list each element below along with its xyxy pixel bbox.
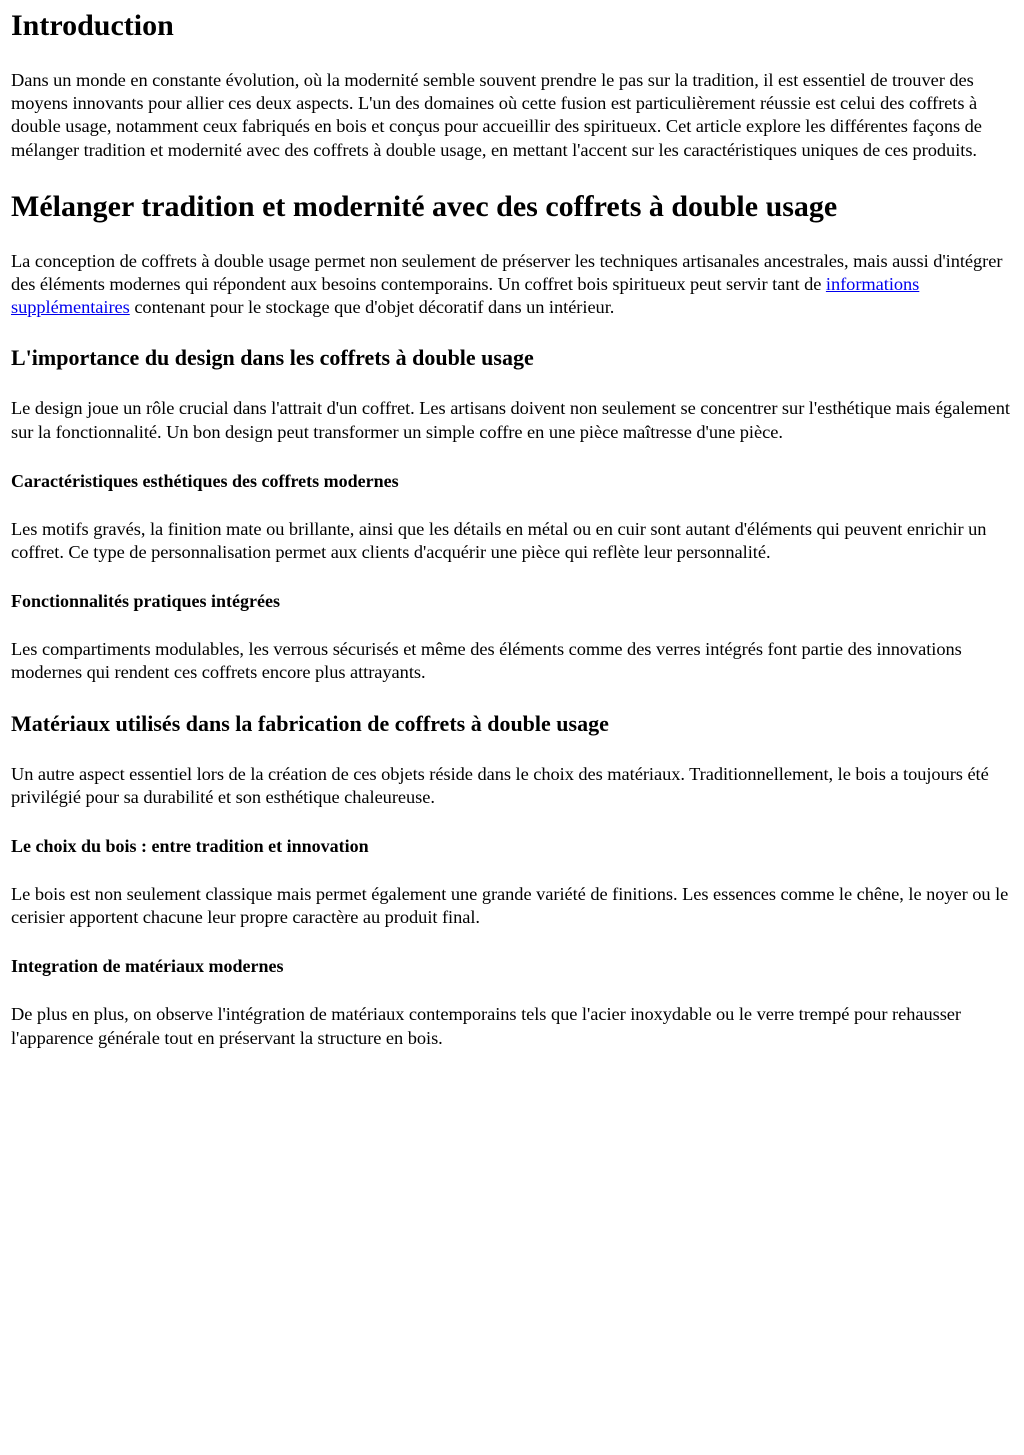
main-paragraph-text-after: contenant pour le stockage que d'objet décoratif dans un intérieur.	[129, 297, 615, 318]
additional-info-link[interactable]: informations supplémentaires	[11, 274, 920, 318]
wood-choice-subheading: Le choix du bois : entre tradition et innovation	[11, 836, 369, 857]
wood-choice-paragraph: Le bois est non seulement classique mais permet également une grande variété de finitions. Les essences comme le chêne, le noyer ou le cerisier apportent chacune leur propre caractère au produit final.	[11, 884, 1009, 928]
main-paragraph-text-before: La conception de coffrets à double usage permet non seulement de préserver les techniques artisanales ancestrales, mais aussi d'intégrer des éléments modernes qui répondent aux besoins contemporains. Un coffret bois spiritueux peut servir tant de	[11, 250, 1003, 295]
modern-materials-paragraph: De plus en plus, on observe l'intégration de matériaux contemporains tels que l'acier inoxydable ou le verre trempé pour rehausser l'apparence générale tout en préservant la structure en bois.	[11, 1004, 961, 1048]
main-section-paragraph	[11, 250, 1013, 320]
materials-section-heading: Matériaux utilisés dans la fabrication de coffrets à double usage	[11, 710, 609, 736]
main-section-heading: Mélanger tradition et modernité avec des coffrets à double usage	[11, 189, 838, 223]
materials-section-paragraph: Un autre aspect essentiel lors de la création de ces objets réside dans le choix des matériaux. Traditionnellement, le bois a toujours été privilégié pour sa durabilité et son esthétique chaleureuse.	[11, 763, 989, 807]
design-section-paragraph: Le design joue un rôle crucial dans l'attrait d'un coffret. Les artisans doivent non seulement se concentrer sur l'esthétique mais également sur la fonctionnalité. Un bon design peut transformer un simple coffre en une pièce maîtresse d'une pièce.	[11, 398, 1010, 442]
intro-paragraph: Dans un monde en constante évolution, où la modernité semble souvent prendre le pas sur la tradition, il est essentiel de trouver des moyens innovants pour allier ces deux aspects. L'un des domaines où cette fusion est particulièrement réussie est celui des coffrets à double usage, notamment ceux fabriqués en bois et conçus pour accueillir des spiritueux. Cet article explore les différentes façons de mélanger tradition et modernité avec des coffrets à double usage, en mettant l'accent sur les caractéristiques uniques de ces produits.	[11, 70, 982, 160]
features-paragraph: Les compartiments modulables, les verrous sécurisés et même des éléments comme des verres intégrés font partie des innovations modernes qui rendent ces coffrets encore plus attrayants.	[11, 639, 962, 683]
intro-heading: Introduction	[11, 9, 174, 42]
article	[0, 9, 1024, 1050]
modern-materials-subheading: Integration de matériaux modernes	[11, 956, 284, 977]
aesthetic-subheading: Caractéristiques esthétiques des coffrets modernes	[11, 470, 399, 491]
design-section-heading: L'importance du design dans les coffrets à double usage	[11, 345, 534, 371]
features-subheading: Fonctionnalités pratiques intégrées	[11, 591, 280, 612]
aesthetic-paragraph: Les motifs gravés, la finition mate ou brillante, ainsi que les détails en métal ou en cuir sont autant d'éléments qui peuvent enrichir un coffret. Ce type de personnalisation permet aux clients d'acquérir une pièce qui reflète leur personnalité.	[11, 518, 987, 563]
